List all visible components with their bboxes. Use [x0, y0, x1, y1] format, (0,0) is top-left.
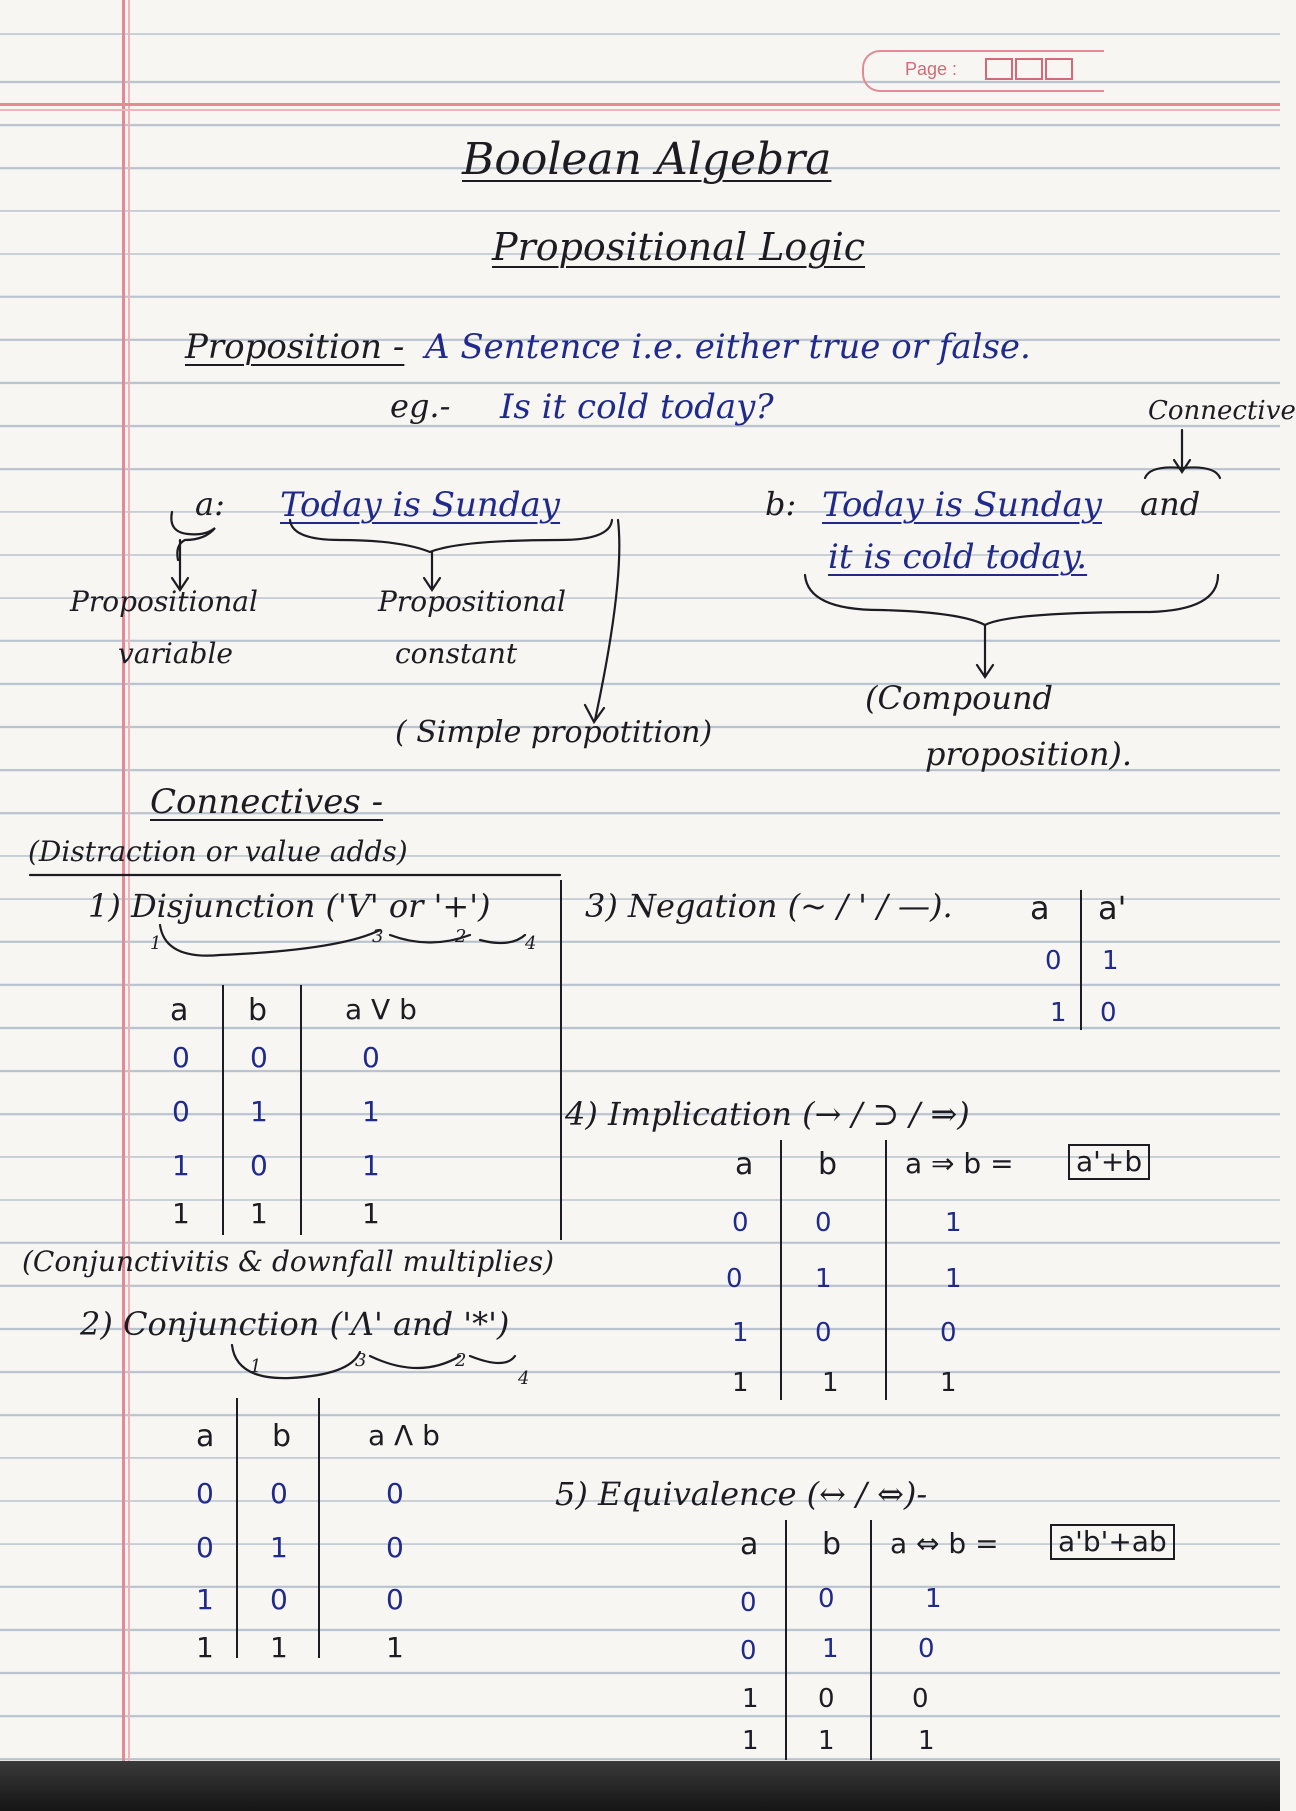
table-header: a ⇒ b = [905, 1147, 1014, 1180]
table-cell: 1 [270, 1531, 288, 1564]
conjunction-annotation: 3 [355, 1350, 367, 1371]
table-cell: 0 [818, 1684, 835, 1714]
arrow-constant [424, 552, 440, 590]
table-cell: 1 [945, 1264, 962, 1294]
table-cell: 1 [742, 1726, 759, 1756]
page-label: Page : [905, 59, 958, 79]
example-text: Is it cold today? [500, 387, 774, 427]
table-cell: 0 [815, 1208, 832, 1238]
table-header: a [196, 1419, 215, 1454]
table-cell: 1 [925, 1584, 942, 1614]
table-cell: 0 [912, 1684, 929, 1714]
table-cell: 1 [742, 1684, 759, 1714]
brace-constant [290, 520, 612, 552]
table-cell: 1 [918, 1726, 935, 1756]
simple-proposition-label: ( Simple propotition) [395, 715, 713, 750]
table-cell: 1 [732, 1318, 749, 1348]
brace-compound [805, 575, 1218, 625]
arrow-simple [585, 520, 619, 722]
table-header: a Λ b [368, 1419, 440, 1452]
simple-variable: a: [195, 485, 225, 523]
table-header: b [818, 1147, 838, 1182]
compound-sentence-1: Today is Sunday [822, 485, 1103, 525]
disjunction-arc [160, 925, 525, 956]
table-cell: 1 [196, 1583, 214, 1616]
table-header: a V b [345, 993, 417, 1026]
table-cell: 0 [815, 1318, 832, 1348]
arrow-connective [1174, 430, 1190, 472]
table-header: a [740, 1527, 759, 1562]
compound-sentence-2: it is cold today. [828, 537, 1088, 577]
table-cell: 1 [940, 1368, 957, 1398]
table-cell: 1 [362, 1095, 380, 1128]
page-subtitle: Propositional Logic [492, 225, 866, 269]
table-cell: 0 [732, 1208, 749, 1238]
table-cell: 0 [818, 1584, 835, 1614]
table-cell: 0 [172, 1095, 190, 1128]
table-cell: 0 [1100, 998, 1117, 1028]
compound-and: and [1140, 485, 1201, 523]
table-header: b [248, 993, 268, 1028]
implication-heading: 4) Implication (→ / ⊃ / ⇒) [565, 1095, 970, 1133]
constant-label-2: constant [395, 637, 518, 670]
conjunction-arc [232, 1345, 515, 1378]
disjunction-heading: 1) Disjunction ('V' or '+') [88, 887, 491, 925]
disjunction-annotation: 2 [455, 926, 467, 947]
constant-label-1: Propositional [378, 585, 566, 618]
table-cell: 0 [940, 1318, 957, 1348]
table-cell: 0 [250, 1041, 268, 1074]
definition-text: A Sentence i.e. either true or false. [425, 327, 1031, 367]
table-header: a' [1098, 889, 1127, 927]
table-header: a [735, 1147, 754, 1182]
table-cell: 1 [270, 1631, 288, 1664]
table-cell: 1 [362, 1197, 380, 1230]
connective-note: Connective [1148, 396, 1296, 426]
negation-heading: 3) Negation (~ / ' / —). [585, 887, 953, 925]
table-header: a [1030, 889, 1050, 927]
table-cell: 0 [270, 1583, 288, 1616]
table-cell: 1 [386, 1631, 404, 1664]
table-cell: 1 [822, 1634, 839, 1664]
table-cell: 0 [740, 1636, 757, 1666]
table-cell: 0 [362, 1041, 380, 1074]
table-cell: 1 [1050, 998, 1067, 1028]
variable-label-2: variable [118, 637, 233, 670]
table-cell: 1 [945, 1208, 962, 1238]
connectives-note-2: (Conjunctivitis & downfall multiplies) [22, 1245, 555, 1278]
equivalence-formula: a'b'+ab [1050, 1524, 1175, 1560]
table-cell: 0 [172, 1041, 190, 1074]
table-cell: 0 [250, 1149, 268, 1182]
table-cell: 1 [196, 1631, 214, 1664]
connectives-note-1: (Distraction or value adds) [28, 835, 408, 868]
table-cell: 1 [818, 1726, 835, 1756]
disjunction-annotation: 3 [372, 926, 384, 947]
table-cell: 0 [1045, 946, 1062, 976]
page-title: Boolean Algebra [462, 134, 832, 185]
table-cell: 0 [740, 1588, 757, 1618]
example-label: eg.- [390, 387, 451, 425]
connectives-heading: Connectives - [150, 782, 384, 822]
table-cell: 1 [250, 1197, 268, 1230]
table-cell: 0 [270, 1477, 288, 1510]
conjunction-heading: 2) Conjunction ('Λ' and '*') [80, 1305, 510, 1343]
implication-formula: a'+b [1068, 1144, 1150, 1180]
table-header: b [822, 1527, 842, 1562]
table-cell: 1 [822, 1368, 839, 1398]
table-cell: 0 [918, 1634, 935, 1664]
table-cell: 0 [726, 1264, 743, 1294]
table-cell: 0 [386, 1531, 404, 1564]
variable-label-1: Propositional [70, 585, 258, 618]
table-cell: 0 [196, 1477, 214, 1510]
table-header: b [272, 1419, 292, 1454]
table-cell: 0 [386, 1583, 404, 1616]
equivalence-heading: 5) Equivalence (↔ / ⇔)- [555, 1475, 928, 1513]
definition-term: Proposition - [185, 327, 405, 367]
table-cell: 1 [815, 1264, 832, 1294]
table-cell: 1 [250, 1095, 268, 1128]
scan-bottom-edge [0, 1761, 1280, 1811]
compound-variable: b: [765, 485, 797, 523]
table-cell: 0 [196, 1531, 214, 1564]
table-cell: 1 [732, 1368, 749, 1398]
table-cell: 0 [386, 1477, 404, 1510]
brace-variable [171, 512, 215, 560]
conjunction-annotation: 4 [518, 1368, 530, 1389]
table-cell: 1 [172, 1197, 190, 1230]
compound-label-1: (Compound [865, 679, 1054, 717]
arrow-compound [977, 625, 993, 677]
disjunction-annotation: 4 [525, 933, 537, 954]
conjunction-annotation: 1 [250, 1356, 262, 1377]
table-cell: 1 [1102, 946, 1119, 976]
table-cell: 1 [172, 1149, 190, 1182]
conjunction-annotation: 2 [455, 1350, 467, 1371]
table-header: a ⇔ b = [890, 1527, 999, 1560]
compound-label-2: proposition). [925, 735, 1133, 773]
arrow-variable [172, 540, 188, 590]
disjunction-annotation: 1 [150, 933, 162, 954]
table-cell: 1 [362, 1149, 380, 1182]
table-header: a [170, 993, 189, 1028]
simple-sentence: Today is Sunday [280, 485, 561, 525]
